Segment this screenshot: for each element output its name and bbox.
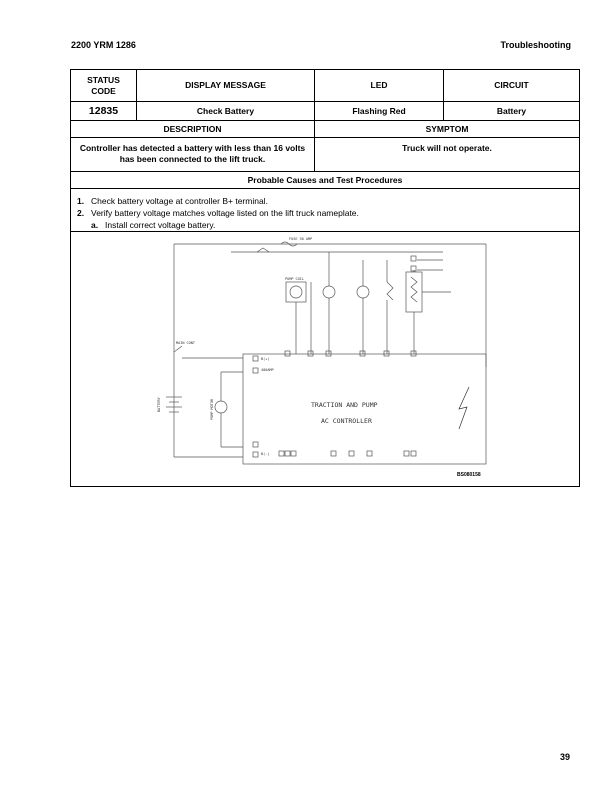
desc-symptom-header-row: [71, 121, 579, 138]
pump-motor-label: PUMP MOTOR: [210, 398, 214, 420]
page-number: 39: [559, 752, 570, 762]
battery-label: BATTERY: [157, 397, 161, 412]
running-header-doc-id: 2200 YRM 1286: [71, 40, 136, 50]
description-header: DESCRIPTION: [71, 121, 315, 137]
status-code-value: 12835: [71, 102, 137, 120]
led-value: Flashing Red: [315, 102, 444, 120]
table-header-row: [71, 70, 579, 102]
display-message-value: Check Battery: [137, 102, 315, 120]
procedures-header-row: [71, 172, 579, 189]
desc-symptom-row: [71, 138, 579, 172]
fuse-label: FUSE 30 AMP: [289, 237, 313, 241]
symptom-header: SYMPTOM: [425, 123, 469, 134]
header-display-message: DISPLAY MESSAGE: [137, 70, 315, 101]
symptom-text: Truck will not operate.: [402, 143, 492, 153]
amp-400-label: 400AMP: [261, 368, 274, 372]
controller-label-line1: TRACTION AND PUMP: [311, 401, 378, 409]
procedure-substep: a. Install correct voltage battery.: [91, 220, 216, 230]
wiring-diagram: [71, 232, 579, 485]
troubleshooting-table: [70, 69, 580, 487]
table-value-row: [71, 102, 579, 121]
procedure-step: 1. Check battery voltage at controller B+ terminal.: [77, 196, 268, 206]
procedure-list: [77, 195, 359, 231]
procedures-header: Probable Causes and Test Procedures: [247, 174, 403, 185]
description-text: Controller has detected a battery with less than 16 volts has been connected to the lift truck.: [71, 138, 315, 171]
diagram-row: [71, 232, 579, 486]
procedure-step: 2. Verify battery voltage matches voltage listed on the lift truck nameplate.: [77, 208, 359, 218]
header-circuit: CIRCUIT: [494, 80, 529, 90]
circuit-value: Battery: [496, 105, 527, 116]
figure-id: BS080158: [457, 472, 481, 478]
running-header-section: Troubleshooting: [500, 40, 571, 50]
procedures-row: [71, 189, 579, 232]
header-led: LED: [315, 70, 444, 101]
b-minus-label: B(-): [261, 452, 270, 456]
pump-coil-label: PUMP COIL: [285, 277, 304, 281]
b-plus-label: B(+): [261, 357, 270, 361]
main-contactor-label: MAIN CONT: [176, 341, 195, 345]
controller-label-line2: AC CONTROLLER: [321, 417, 372, 425]
header-status-code: STATUS CODE: [71, 70, 137, 101]
